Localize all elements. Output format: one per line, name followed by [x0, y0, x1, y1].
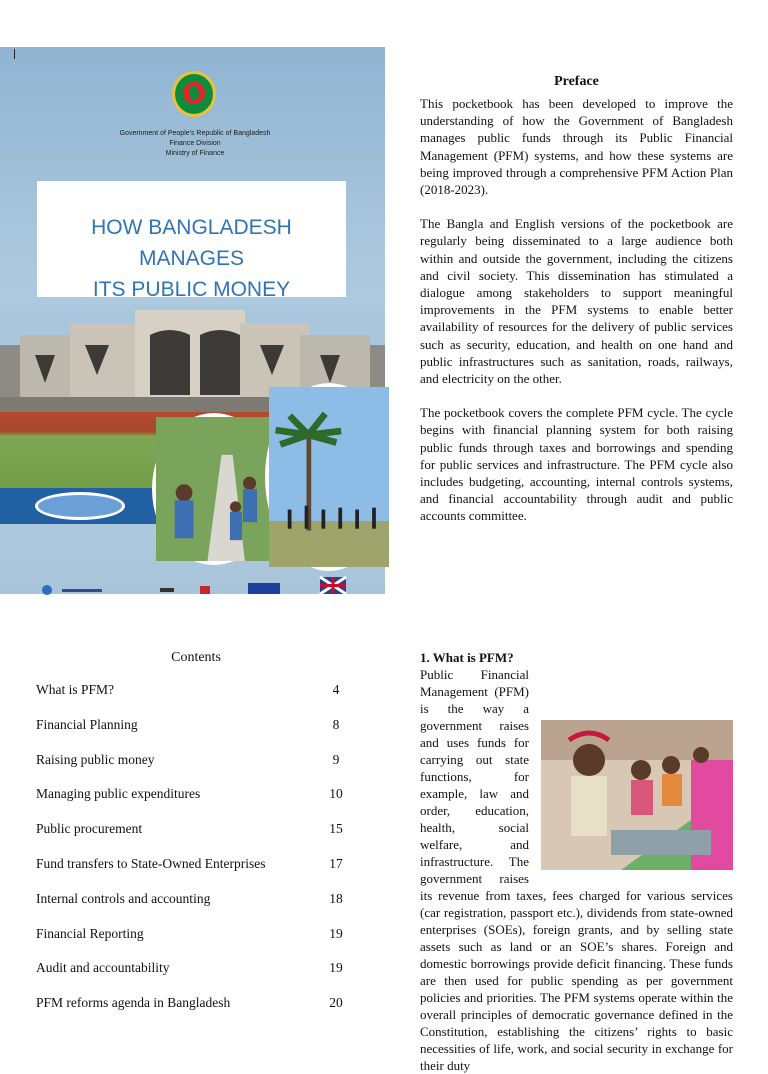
toc-entry-page: 15 [329, 821, 343, 837]
toc-entry-page: 10 [329, 786, 343, 802]
toc-entry-page: 19 [329, 925, 343, 941]
contents-heading: Contents [171, 650, 221, 665]
students-photo [152, 413, 276, 565]
toc-entry-page: 9 [332, 751, 340, 767]
toc-entry-title: Financial Reporting [36, 925, 144, 941]
what-is-pfm-section [420, 649, 733, 1074]
toc-entry[interactable] [36, 786, 356, 821]
preface-paragraph: This pocketbook has been developed to improve the understanding of how the Government of Bangladesh manages public funds through its Public Financial Management (PFM) systems, and how these systems are being improved through a comprehensive PFM Action Plan (2018-2023). [420, 96, 733, 198]
toc-entry-title: What is PFM? [36, 682, 115, 697]
cover-oval-shape [35, 492, 125, 520]
cover-publisher [110, 129, 280, 159]
toc-entry-title: Internal controls and accounting [36, 890, 211, 906]
pocketbook-cover [0, 47, 385, 594]
toc-entry-title: PFM reforms agenda in Bangladesh [36, 995, 231, 1011]
toc-entry[interactable] [36, 995, 356, 1030]
toc-entry[interactable] [36, 682, 356, 717]
palm-tree-people-photo [265, 383, 393, 571]
toc-entry[interactable] [36, 752, 356, 787]
toc-entry-title: Managing public expenditures [36, 786, 201, 802]
cover-title-box [37, 181, 346, 301]
toc-entry-page: 8 [332, 716, 340, 732]
toc-entry-title: Raising public money [36, 751, 155, 767]
toc-entry-page: 18 [329, 890, 343, 906]
toc-entry-page: 19 [329, 960, 343, 976]
cover-gov-line: Government of People's Republic of Bangladesh [119, 130, 271, 137]
government-emblem-icon [172, 71, 216, 117]
cover-title-line2: ITS PUBLIC MONEY [92, 278, 291, 301]
preface-section [420, 74, 733, 542]
schoolchildren-photo [541, 720, 733, 870]
preface-paragraph: The pocketbook covers the complete PFM cycle. The cycle begins with financial planning system for both raising public funds through taxes and borrowings and spending for public services and infrastructure. The PFM cycle also includes budgeting, accounting, internal controls systems, and financial accountability through audit and public accounts committee. [420, 405, 733, 524]
partner-logos [0, 577, 385, 594]
toc-entry[interactable] [36, 717, 356, 752]
cover-gov-line: Finance Division [169, 140, 221, 147]
cover-title [37, 181, 346, 305]
toc-entry-title: Audit and accountability [36, 960, 170, 976]
toc-entry[interactable] [36, 856, 356, 891]
toc-entry[interactable] [36, 960, 356, 995]
pfm-body: Public Financial Management (PFM) is the way a government raises and uses funds for carrying out state functions, for example, law and order, education, health, social welfare, and infrastructure. The government raises its revenue from taxes, fees charged for various services (car registration, passport etc.), dividends from state-owned enterprises (SOEs), foreign grants, and by selling state assets such as land or an SOE’s shares. Foreign and domestic borrowings provide deficit financing. These funds are then used for public spending as per government policies and priorities. The PFM systems operate within the overall principles of democratic governance defined in the Constitution, establishing the citizens’ rights to basic necessities of life, work, and social security in exchange for their duty [420, 667, 733, 1073]
preface-paragraph: The Bangla and English versions of the pocketbook are regularly being disseminated to a large audience both within and outside the government, including the citizens and civil society. This dissemination has stimulated a dialogue among stakeholders to support meaningful improvements in the PFM systems to enable better availability of resources for the delivery of public services such as security, education, and health on one hand and public infrastructures such as sanitation, roads, railways, and electricity on the other. [420, 216, 733, 387]
toc-entry-title: Fund transfers to State-Owned Enterprises [36, 855, 266, 871]
toc-entry[interactable] [36, 821, 356, 856]
preface-heading: Preface [554, 74, 599, 89]
table-of-contents [36, 650, 356, 1030]
toc-entry-page: 17 [329, 855, 343, 871]
pfm-heading: 1. What is PFM? [420, 650, 514, 665]
crop-mark [14, 49, 15, 59]
toc-entry-title: Public procurement [36, 821, 143, 837]
cover-title-line1: HOW BANGLADESH MANAGES [91, 216, 292, 270]
toc-entry-page: 4 [332, 682, 340, 697]
toc-entry-title: Financial Planning [36, 716, 138, 732]
toc-entry-page: 20 [329, 995, 343, 1011]
toc-entry[interactable] [36, 926, 356, 961]
cover-gov-line: Ministry of Finance [165, 150, 225, 157]
toc-entry[interactable] [36, 891, 356, 926]
